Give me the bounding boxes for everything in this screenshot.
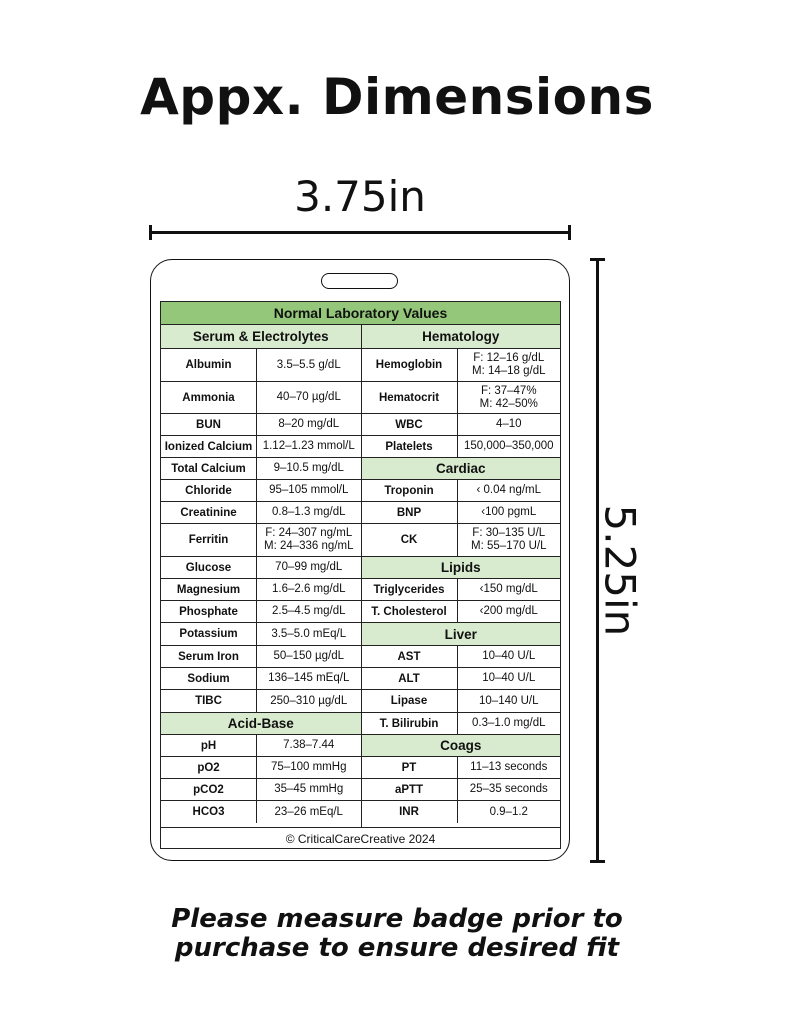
- lab-test-range: F: 37–47% M: 42–50%: [479, 384, 538, 410]
- width-label: 3.75in: [294, 172, 426, 221]
- lab-test-name: pCO2: [161, 779, 257, 800]
- section-header: Serum & Electrolytes: [161, 325, 361, 349]
- lab-test-name: Ammonia: [161, 382, 257, 413]
- lab-row: [362, 480, 561, 502]
- width-line-cap-left: [149, 225, 152, 240]
- lab-row: [161, 458, 361, 480]
- lab-test-range: F: 24–307 ng/mL M: 24–336 ng/mL: [263, 527, 354, 552]
- width-dimension-line: [150, 231, 570, 234]
- lab-test-range: 95–105 mmol/L: [269, 484, 349, 496]
- lab-test-range: ‹200 mg/dL: [479, 605, 538, 617]
- lab-test-range: 8–20 mg/dL: [278, 418, 340, 430]
- lab-row: [161, 557, 361, 579]
- lab-test-name: Ionized Calcium: [161, 436, 257, 457]
- lab-row: [362, 646, 561, 668]
- lab-test-name: Platelets: [362, 436, 458, 457]
- lab-test-range: 2.5–4.5 mg/dL: [271, 605, 346, 617]
- lab-row: [161, 779, 361, 801]
- lab-row: [362, 668, 561, 690]
- lab-row: [362, 502, 561, 524]
- lab-test-range: 9–10.5 mg/dL: [273, 462, 344, 474]
- lab-row: [362, 349, 561, 382]
- lab-test-name: Magnesium: [161, 579, 257, 600]
- lab-test-name: Serum Iron: [161, 646, 257, 667]
- lab-row: [161, 579, 361, 601]
- lab-row: [161, 623, 361, 646]
- lab-test-range: 1.12–1.23 mmol/L: [262, 440, 355, 452]
- measure-note: [0, 905, 794, 963]
- lab-row: [161, 735, 361, 757]
- lab-test-name: Glucose: [161, 557, 257, 578]
- lab-test-range: 150,000–350,000: [463, 440, 554, 452]
- lab-test-name: Sodium: [161, 668, 257, 689]
- lab-test-range: 10–40 U/L: [482, 650, 536, 662]
- lab-row: [161, 349, 361, 382]
- lab-row: [362, 414, 561, 436]
- lab-test-name: Lipase: [362, 690, 458, 712]
- lab-row: [161, 524, 361, 557]
- lab-test-range: ‹150 mg/dL: [479, 583, 538, 595]
- lab-test-range: 3.5–5.5 g/dL: [276, 358, 341, 371]
- right-column: [362, 325, 561, 827]
- height-line-cap-top: [590, 258, 605, 261]
- lab-test-name: aPTT: [362, 779, 458, 800]
- lab-row: [362, 436, 561, 458]
- lab-row: [161, 690, 361, 713]
- lab-test-name: T. Bilirubin: [362, 713, 458, 734]
- lab-test-name: INR: [362, 801, 458, 823]
- lab-row: [362, 579, 561, 601]
- lab-test-range: ‹ 0.04 ng/mL: [476, 484, 542, 496]
- lab-test-name: Triglycerides: [362, 579, 458, 600]
- lab-test-name: PT: [362, 757, 458, 778]
- height-label: 5.25in: [595, 504, 645, 637]
- lab-test-name: Potassium: [161, 623, 257, 645]
- lab-row: [161, 601, 361, 623]
- section-header: Lipids: [362, 557, 561, 579]
- lab-test-name: HCO3: [161, 801, 257, 823]
- lab-test-name: Ferritin: [161, 524, 257, 556]
- lab-row: [362, 779, 561, 801]
- lab-row: [362, 601, 561, 623]
- lab-test-range: 4–10: [495, 418, 522, 430]
- lab-row: [161, 757, 361, 779]
- height-line-cap-bottom: [590, 860, 605, 863]
- section-header: Liver: [362, 623, 561, 646]
- lab-row: [161, 480, 361, 502]
- card-title: Normal Laboratory Values: [161, 302, 560, 325]
- lab-test-name: TIBC: [161, 690, 257, 712]
- lab-test-name: Total Calcium: [161, 458, 257, 479]
- section-header: Acid-Base: [161, 713, 361, 735]
- lab-test-name: Albumin: [161, 349, 257, 381]
- lab-test-name: BNP: [362, 502, 458, 523]
- lab-test-name: BUN: [161, 414, 257, 435]
- lab-test-name: T. Cholesterol: [362, 601, 458, 622]
- lab-test-range: 0.3–1.0 mg/dL: [471, 717, 546, 729]
- lab-values-card: [160, 301, 561, 849]
- lab-test-range: 0.8–1.3 mg/dL: [271, 506, 346, 518]
- lab-test-name: Chloride: [161, 480, 257, 501]
- lab-row: [161, 668, 361, 690]
- section-header: Hematology: [362, 325, 561, 349]
- lab-test-range: 1.6–2.6 mg/dL: [271, 583, 346, 595]
- measure-note-line-1: Please measure badge prior to: [171, 904, 623, 934]
- lab-test-name: Hemoglobin: [362, 349, 458, 381]
- lab-test-name: ALT: [362, 668, 458, 689]
- lab-test-name: AST: [362, 646, 458, 667]
- lab-row: [161, 801, 361, 823]
- lab-test-name: pO2: [161, 757, 257, 778]
- lab-test-range: 10–40 U/L: [482, 672, 536, 684]
- lab-test-range: 75–100 mmHg: [271, 761, 347, 773]
- lab-test-range: 70–99 mg/dL: [275, 561, 343, 573]
- lab-test-name: CK: [362, 524, 458, 556]
- measure-note-line-2: purchase to ensure desired fit: [174, 933, 620, 963]
- lab-row: [362, 757, 561, 779]
- lab-test-name: Troponin: [362, 480, 458, 501]
- lab-row: [362, 382, 561, 414]
- lab-row: [161, 646, 361, 668]
- lab-test-name: Hematocrit: [362, 382, 458, 413]
- lab-test-range: 7.38–7.44: [283, 739, 335, 751]
- lab-test-range: 25–35 seconds: [469, 783, 548, 795]
- lab-row: [362, 690, 561, 713]
- lab-test-range: 40–70 µg/dL: [276, 391, 341, 403]
- lab-row: [362, 801, 561, 823]
- page-title: Appx. Dimensions: [140, 68, 654, 126]
- lab-test-range: F: 12–16 g/dL M: 14–18 g/dL: [471, 352, 546, 377]
- badge-slot-hole: [321, 273, 398, 289]
- lab-test-name: Phosphate: [161, 601, 257, 622]
- lab-row: [362, 524, 561, 557]
- lab-test-name: WBC: [362, 414, 458, 435]
- lab-test-range: ‹100 pgmL: [481, 506, 537, 518]
- lab-test-range: 250–310 µg/dL: [270, 694, 348, 707]
- lab-row: [161, 382, 361, 414]
- lab-row: [362, 713, 561, 735]
- lab-row: [161, 436, 361, 458]
- lab-test-range: 50–150 µg/dL: [273, 650, 345, 662]
- lab-test-range: 10–140 U/L: [479, 694, 539, 707]
- left-column: [161, 325, 362, 827]
- lab-test-range: 11–13 seconds: [470, 761, 548, 773]
- lab-test-name: Creatinine: [161, 502, 257, 523]
- section-header: Cardiac: [362, 458, 561, 480]
- lab-test-range: F: 30–135 U/L M: 55–170 U/L: [471, 527, 547, 552]
- card-footer: © CriticalCareCreative 2024: [161, 827, 560, 850]
- lab-test-range: 136–145 mEq/L: [268, 672, 350, 684]
- badge-card-outline: [150, 259, 570, 861]
- section-header: Coags: [362, 735, 561, 757]
- width-line-cap-right: [568, 225, 571, 240]
- lab-row: [161, 414, 361, 436]
- lab-row: [161, 502, 361, 524]
- lab-test-range: 23–26 mEq/L: [274, 805, 343, 818]
- lab-test-range: 0.9–1.2: [489, 805, 528, 818]
- lab-test-range: 35–45 mmHg: [274, 783, 344, 795]
- lab-test-range: 3.5–5.0 mEq/L: [271, 627, 347, 640]
- lab-test-name: pH: [161, 735, 257, 756]
